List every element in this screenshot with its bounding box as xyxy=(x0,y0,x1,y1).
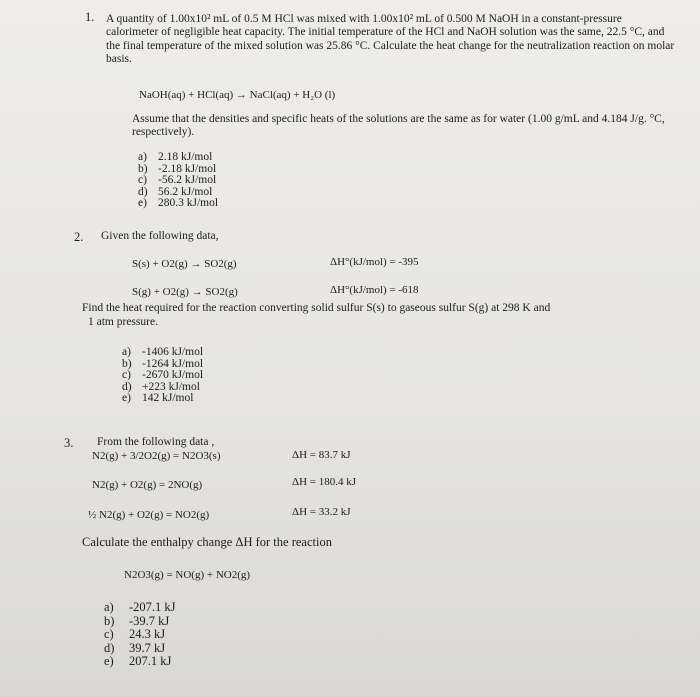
q3-equation-1: N2(g) + 3/2O2(g) = N2O3(s) xyxy=(92,450,221,462)
q1-option-b[interactable]: b) -2.18 kJ/mol xyxy=(138,162,217,175)
q3-equation-3: ½ N2(g) + O2(g) = NO2(g) xyxy=(88,509,210,521)
q2-equation-2-dh: ΔH°(kJ/mol) = -618 xyxy=(330,284,419,296)
q1-assume-line2: respectively). xyxy=(132,126,195,138)
q2-option-e[interactable]: e) 142 kJ/mol xyxy=(122,392,194,404)
q2-intro: Given the following data, xyxy=(101,230,219,242)
q2-option-c[interactable]: c) -2670 kJ/mol xyxy=(122,369,204,381)
q3-equation-2-dh: ΔH = 180.4 kJ xyxy=(292,476,357,488)
q3-intro: From the following data , xyxy=(97,436,215,448)
q1-text-line1: A quantity of 1.00x10² mL of 0.5 M HCl was mixed with 1.00x10² mL of 0.500 M NaOH in a constant-pressure xyxy=(106,13,622,25)
q1-assume-line1: Assume that the densities and specific heats of the solutions are the same as for water (1.00 g/mL and 4.184 J/g. °C, xyxy=(132,113,665,125)
q1-text-line4: basis. xyxy=(106,53,132,65)
q1-option-c[interactable]: c) -56.2 kJ/mol xyxy=(138,174,217,186)
q1-text-line3: the final temperature of the mixed solution was 25.86 °C. Calculate the heat change for the neutralization reaction on molar xyxy=(106,40,675,52)
q3-options xyxy=(104,601,176,669)
q2-number: 2. xyxy=(74,230,84,244)
q1-equation: NaOH(aq) + HCl(aq) → NaCl(aq) + H₂O (l) xyxy=(139,89,336,101)
q3-option-b[interactable]: b) -39.7 kJ xyxy=(104,613,170,628)
q2-option-b[interactable]: b) -1264 kJ/mol xyxy=(122,357,204,370)
q2-find-line2: 1 atm pressure. xyxy=(88,316,158,328)
q1-option-a[interactable]: a) 2.18 kJ/mol xyxy=(138,151,213,163)
q3-equation-1-dh: ΔH = 83.7 kJ xyxy=(292,449,351,461)
q2-equation-1: S(s) + O2(g) → SO2(g) xyxy=(132,258,237,270)
q3-equation-3-dh: ΔH = 33.2 kJ xyxy=(292,506,351,518)
q1-options xyxy=(138,152,218,210)
q3-option-c[interactable]: c) 24.3 kJ xyxy=(104,627,166,641)
q3-option-d[interactable]: d) 39.7 kJ xyxy=(104,640,166,655)
q2-options xyxy=(122,347,203,405)
q1-option-d[interactable]: d) 56.2 kJ/mol xyxy=(138,185,213,198)
q3-question: Calculate the enthalpy change ΔH for the reaction xyxy=(82,535,332,549)
q1-number: 1. xyxy=(85,10,95,24)
q1-option-e[interactable]: e) 280.3 kJ/mol xyxy=(138,197,219,209)
q3-reaction: N2O3(g) = NO(g) + NO2(g) xyxy=(124,569,251,581)
q3-option-e[interactable]: e) 207.1 kJ xyxy=(104,654,172,668)
q2-equation-1-dh: ΔH°(kJ/mol) = -395 xyxy=(330,256,419,268)
q2-option-d[interactable]: d) +223 kJ/mol xyxy=(122,380,200,393)
q2-option-a[interactable]: a) -1406 kJ/mol xyxy=(122,346,204,358)
q2-equation-2: S(g) + O2(g) → SO2(g) xyxy=(132,286,238,298)
q3-option-a[interactable]: a) -207.1 kJ xyxy=(104,600,176,614)
q2-find-line1: Find the heat required for the reaction converting solid sulfur S(s) to gaseous sulfur S(g) at 298 K and xyxy=(82,302,551,314)
q1-text-line2: calorimeter of negligible heat capacity. The initial temperature of the HCl and NaOH solution was the same, 22.5 °C, and xyxy=(106,26,665,38)
q3-number: 3. xyxy=(64,436,74,450)
q3-equation-2: N2(g) + O2(g) = 2NO(g) xyxy=(92,479,203,491)
